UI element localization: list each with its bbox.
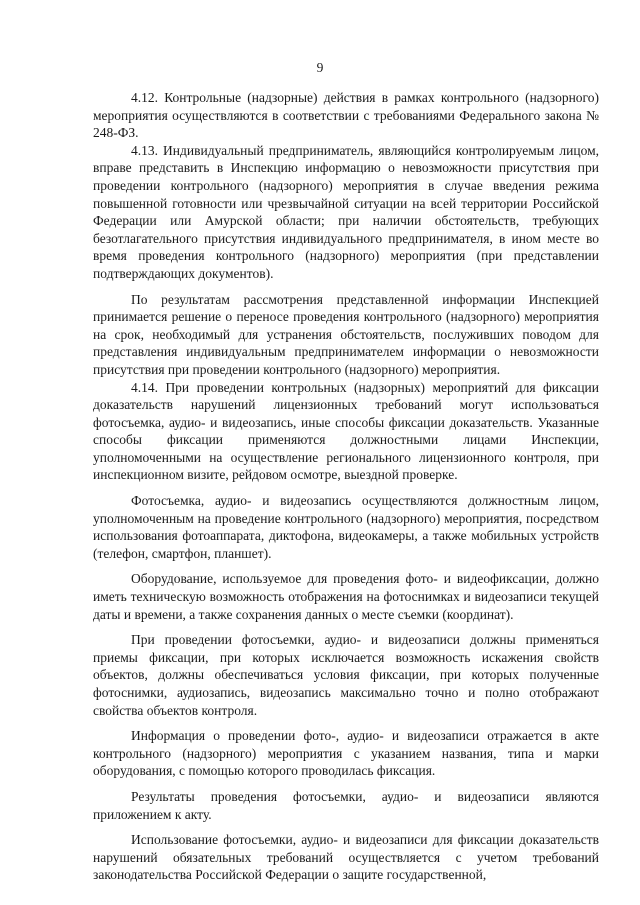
paragraph-postponement-decision: По результатам рассмотрения представленной информации Инспекцией принимается решение о переносе проведения контрольного (надзорного) мероприятия на срок, необходимый для устранения обстоятельств, послуживших поводом для представления индивидуальным предпринимателем информации о невозможности присутствия при проведении контрольного (надзорного) мероприятия.	[93, 291, 599, 377]
paragraph-4-12: 4.12. Контрольные (надзорные) действия в рамках контрольного (надзорного) мероприятия осуществляются в соответствии с требованиями Федерального закона № 248-ФЗ.	[93, 90, 599, 141]
page-number: 9	[316, 60, 324, 75]
document-body	[93, 89, 599, 884]
paragraph-4-14: 4.14. При проведении контрольных (надзорных) мероприятий для фиксации доказательств нарушений лицензионных требований могут использоваться фотосъемка, аудио- и видеозапись, иные способы фиксации доказательств. Указанные способы фиксации применяются должностными лицами Инспекции, уполномоченными на осуществление регионального лицензионного контроля, при инспекционном визите, рейдовом осмотре, выездной проверке.	[93, 379, 599, 483]
paragraph-results-annex: Результаты проведения фотосъемки, аудио- и видеозаписи являются приложением к акту.	[93, 788, 599, 822]
paragraph-act-information: Информация о проведении фото-, аудио- и видеозаписи отражается в акте контрольного (надзорного) мероприятия с указанием названия, типа и марки оборудования, с помощью которого проводилась фиксация.	[93, 728, 599, 779]
paragraph-equipment: Оборудование, используемое для проведения фото- и видеофиксации, должно иметь техническую возможность отображения на фотоснимках и видеозаписи текущей даты и времени, а также сохранения данных о месте съемки (координат).	[93, 571, 599, 622]
paragraph-4-13: 4.13. Индивидуальный предприниматель, являющийся контролируемым лицом, вправе представить в Инспекцию информацию о невозможности присутствия при проведении контрольного (надзорного) мероприятия в случае введения режима повышенной готовности или чрезвычайной ситуации на всей территории Российской Федерации или Амурской области; при наличии обстоятельств, требующих безотлагательного присутствия индивидуального предпринимателя, в ином месте во время проведения контрольного (надзорного) мероприятия (при представлении подтверждающих документов).	[93, 142, 599, 281]
paragraph-recording-persons: Фотосъемка, аудио- и видеозапись осуществляются должностным лицом, уполномоченным на проведение контрольного (надзорного) мероприятия, посредством использования фотоаппарата, диктофона, видеокамеры, а также мобильных устройств (телефон, смартфон, планшет).	[93, 493, 599, 561]
paragraph-recording-techniques: При проведении фотосъемки, аудио- и видеозаписи должны применяться приемы фиксации, при которых исключается возможность искажения свойств объектов, должны обеспечиваться условия фиксации, при которых полученные фотоснимки, аудиозапись, видеозапись максимально точно и полно отображают свойства объектов контроля.	[93, 632, 599, 718]
paragraph-legislation: Использование фотосъемки, аудио- и видеозаписи для фиксации доказательств нарушений обязательных требований осуществляется с учетом требований законодательства Российской Федерации о защите государственной,	[93, 832, 599, 883]
